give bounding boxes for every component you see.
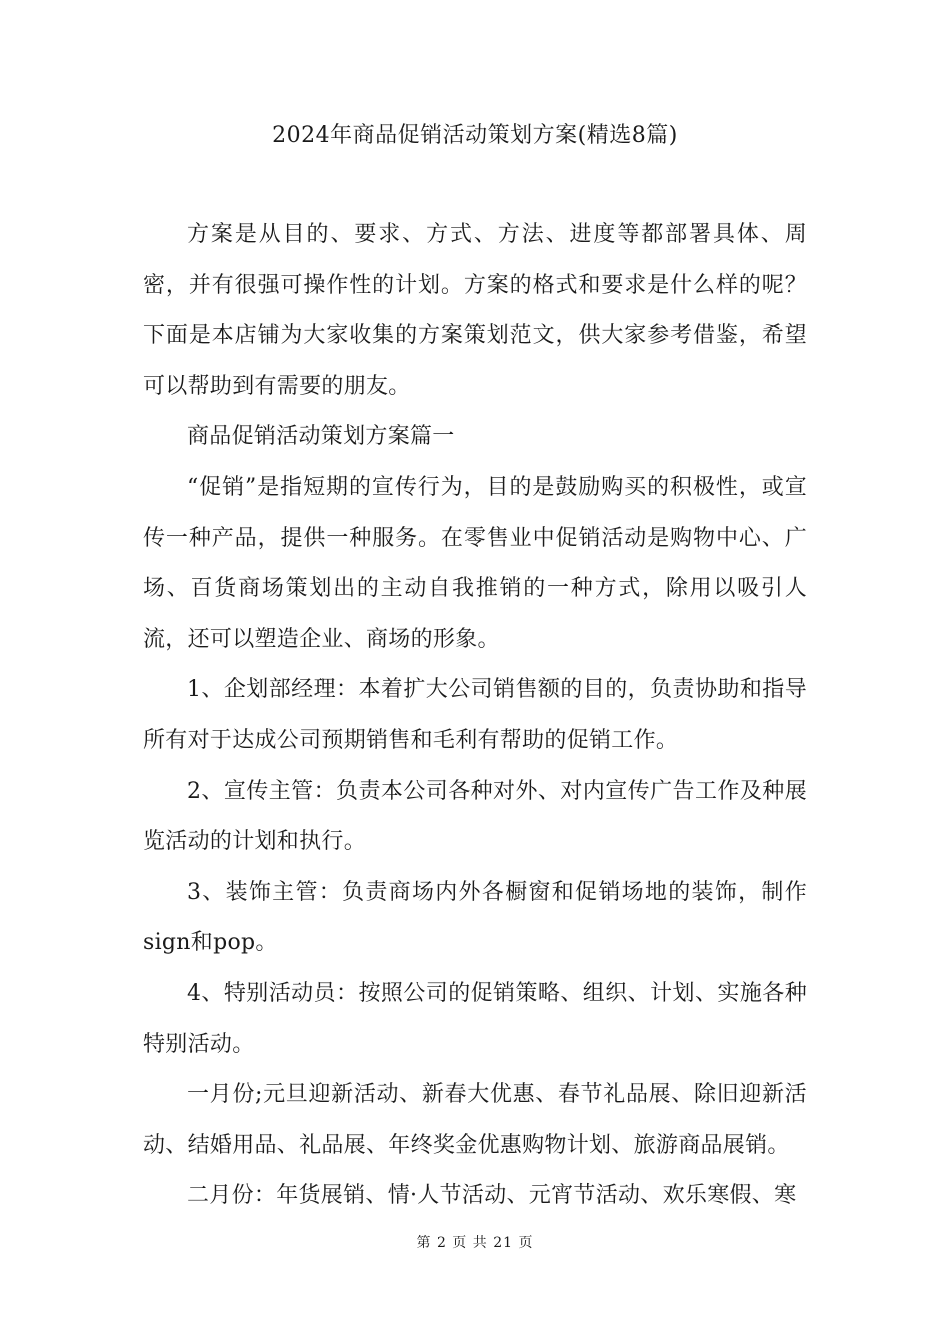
document-body [143, 210, 807, 1222]
page-number: 第 2 页 共 21 页 [416, 1235, 534, 1251]
list-item: 4、特别活动员：按照公司的促销策略、组织、计划、实施各种特别活动。 [143, 980, 807, 1057]
list-item: 2、宣传主管：负责本公司各种对外、对内宣传广告工作及种展览活动的计划和执行。 [143, 778, 807, 855]
list-item: 1、企划部经理：本着扩大公司销售额的目的，负责协助和指导所有对于达成公司预期销售和毛利有帮助的促销工作。 [143, 677, 807, 753]
section-heading: 商品促销活动策划方案篇一 [187, 424, 455, 450]
document-title: 2024年商品促销活动策划方案(精选8篇) [272, 123, 678, 148]
body-paragraph: “促销”是指短期的宣传行为，目的是鼓励购买的积极性，或宣传一种产品，提供一种服务。在零售业中促销活动是购物中心、广场、百货商场策划出的主动自我推销的一种方式，除用以吸引人流，还可以塑造企业、商场的形象。 [143, 474, 807, 652]
intro-paragraph: 方案是从目的、要求、方式、方法、进度等都部署具体、周密，并有很强可操作性的计划。方案的格式和要求是什么样的呢？下面是本店铺为大家收集的方案策划范文，供大家参考借鉴，希望可以帮助到有需要的朋友。 [143, 222, 807, 399]
month-paragraph: 二月份：年货展销、情·人节活动、元宵节活动、欢乐寒假、寒 [187, 1183, 797, 1209]
month-paragraph: 一月份;元旦迎新活动、新春大优惠、春节礼品展、除旧迎新活动、结婚用品、礼品展、年终奖金优惠购物计划、旅游商品展销。 [143, 1082, 807, 1158]
list-item: 3、装饰主管：负责商场内外各橱窗和促销场地的装饰，制作sign和pop。 [143, 879, 807, 956]
